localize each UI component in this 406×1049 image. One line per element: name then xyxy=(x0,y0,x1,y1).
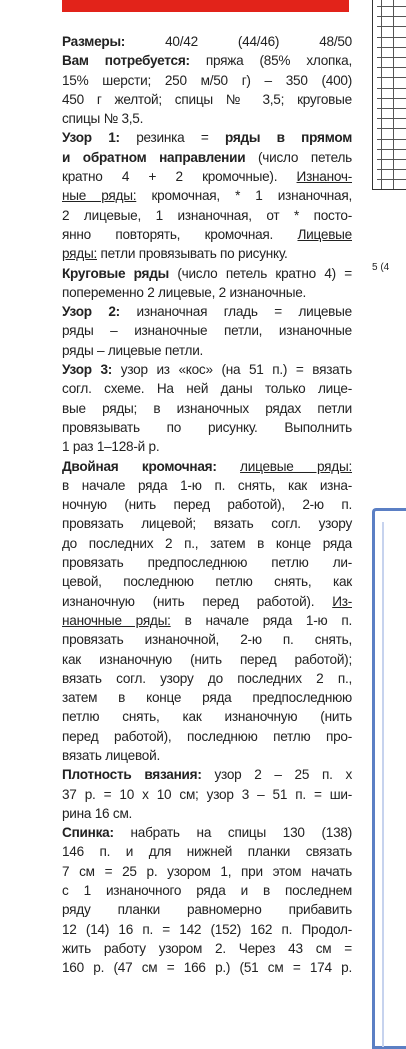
text-line xyxy=(62,128,352,147)
text-line xyxy=(62,939,352,958)
text-segment: 160 р. (47 см = 166 р.) (51 см = 174 р. xyxy=(62,960,352,976)
text-line xyxy=(62,572,352,591)
text-segment: кромочная, * 1 изнаночная, xyxy=(136,188,352,204)
text-segment: согл. схеме. На ней даны только лице- xyxy=(62,381,352,397)
text-line xyxy=(62,360,352,379)
text-segment: (число петель xyxy=(258,149,352,165)
text-line xyxy=(62,167,352,186)
size-label: 5 (4 xyxy=(372,262,390,273)
chart-grid-vline xyxy=(381,0,382,189)
text-segment: цевой, последнюю петлю снять, как xyxy=(62,574,352,590)
text-line xyxy=(62,90,352,109)
text-line xyxy=(62,341,352,360)
bold-term: и обратном направлении xyxy=(62,149,258,165)
text-segment: янно повторять, кромочная. xyxy=(62,226,298,242)
text-segment: кратно 4 + 2 кромочные). xyxy=(62,169,297,185)
text-segment: (число петель кратно 4) = xyxy=(177,265,352,281)
text-segment: с 1 изнаночного ряда и в последнем xyxy=(62,883,352,899)
bold-term: Узор 3: xyxy=(62,362,121,378)
header-accent-bar xyxy=(62,0,349,12)
text-segment: 2 лицевые, 1 изнаночная, от * посто- xyxy=(62,207,352,223)
text-segment: рина 16 см. xyxy=(62,805,133,821)
bold-term: ряды в прямом xyxy=(224,130,353,146)
text-line xyxy=(62,630,352,649)
text-segment: ряды – лицевые петли. xyxy=(62,342,204,358)
underlined-term: Лицевые xyxy=(297,226,352,242)
text-segment: 12 (14) 16 п. = 142 (152) 162 п. Продол- xyxy=(62,921,352,937)
text-segment: вязать лицевой. xyxy=(62,747,160,763)
text-segment: вые ряды; в изнаночных рядах петли xyxy=(62,400,352,416)
text-segment: 15% шерсти; 250 м/50 г) – 350 (400) xyxy=(62,72,352,88)
underlined-term: Изнаноч- xyxy=(296,169,352,185)
text-segment: набрать на спицы 130 (138) xyxy=(130,825,352,841)
text-line xyxy=(62,920,352,939)
text-line xyxy=(62,418,352,437)
text-line xyxy=(62,534,352,553)
text-segment: 37 р. = 10 х 10 см; узор 3 – 51 п. = ши- xyxy=(62,786,352,802)
text-line xyxy=(62,283,352,302)
text-line xyxy=(62,321,352,340)
bold-term: Плотность вязания: xyxy=(62,767,215,783)
underlined-term: ные ряды: xyxy=(62,188,137,204)
text-line xyxy=(62,379,352,398)
text-segment: петли провязывать по рисунку. xyxy=(97,246,288,262)
text-line xyxy=(62,206,352,225)
text-segment: петлю снять, как изнаночную (нить xyxy=(62,709,352,725)
chart-fragment xyxy=(372,0,406,190)
text-line xyxy=(62,244,352,263)
bold-term: Двойная кромочная: xyxy=(62,458,241,474)
text-line xyxy=(62,746,352,765)
text-line xyxy=(62,457,352,476)
text-line xyxy=(62,727,352,746)
pattern-instructions xyxy=(62,32,352,978)
side-panel-inner xyxy=(382,522,406,1047)
text-segment: 7 см = 25 р. узором 1, при этом начать xyxy=(62,863,352,879)
text-line xyxy=(62,592,352,611)
text-line xyxy=(62,862,352,881)
text-line xyxy=(62,399,352,418)
bold-term: Узор 1: xyxy=(62,130,137,146)
text-segment: затем в конце ряда предпоследнюю xyxy=(62,690,352,706)
text-line xyxy=(62,553,352,572)
text-segment: изнаночная гладь = лицевые xyxy=(136,304,352,320)
text-segment: как изнаночную (нить перед работой); xyxy=(62,651,352,667)
bold-term: Размеры: xyxy=(62,34,166,49)
underlined-term: ряды: xyxy=(62,246,97,262)
text-segment: пряжа (85% хлопка, xyxy=(205,53,352,69)
bold-term: Вам потребуется: xyxy=(62,53,206,69)
text-line xyxy=(62,51,352,70)
text-segment: вязать согл. узору до последних 2 п., xyxy=(62,670,352,686)
text-line xyxy=(62,225,352,244)
text-segment: 40/42 (44/46) 48/50 xyxy=(165,34,352,49)
text-segment: 450 г желтой; спицы № 3,5; круговые xyxy=(62,91,352,107)
text-line xyxy=(62,785,352,804)
text-segment: провязать лицевой; вязать согл. узору xyxy=(62,516,352,532)
text-line xyxy=(62,264,352,283)
text-segment: перед работой), последнюю петлю про- xyxy=(62,728,352,744)
bold-term: Круговые ряды xyxy=(62,265,178,281)
text-segment: провязать предпоследнюю петлю ли- xyxy=(62,555,352,571)
text-segment: в начале ряда 1-ю п. снять, как изна- xyxy=(62,477,352,493)
text-line xyxy=(62,611,352,630)
bold-term: Узор 2: xyxy=(62,304,137,320)
underlined-term: Из- xyxy=(332,593,352,609)
text-line xyxy=(62,437,352,456)
underlined-term: лицевые ряды: xyxy=(240,458,352,474)
text-segment: узор 2 – 25 п. х xyxy=(214,767,352,783)
text-line xyxy=(62,495,352,514)
chart-grid-vline xyxy=(393,0,394,189)
text-line xyxy=(62,823,352,842)
text-segment: жить работу узором 2. Через 43 см = xyxy=(62,940,352,956)
text-line xyxy=(62,148,352,167)
text-segment: ряду планки равномерно прибавить xyxy=(62,902,352,918)
text-line xyxy=(62,958,352,977)
text-segment: в начале ряда 1-ю п. xyxy=(170,612,352,628)
text-line xyxy=(62,707,352,726)
text-segment: изнаночную (нить перед работой). xyxy=(62,593,333,609)
text-line xyxy=(62,186,352,205)
text-line xyxy=(62,32,352,51)
text-line xyxy=(62,900,352,919)
text-line xyxy=(62,804,352,823)
text-line xyxy=(62,881,352,900)
text-segment: узор из «кос» (на 51 п.) = вязать xyxy=(120,362,352,378)
text-segment: попеременно 2 лицевые, 2 изнаночные. xyxy=(62,284,307,300)
text-segment: провязывать по рисунку. Выполнить xyxy=(62,419,352,435)
text-line xyxy=(62,514,352,533)
text-line xyxy=(62,688,352,707)
text-line xyxy=(62,765,352,784)
text-line xyxy=(62,669,352,688)
text-segment: провязать изнаночной, 2-ю п. снять, xyxy=(62,632,352,648)
underlined-term: наночные ряды: xyxy=(62,612,171,628)
text-segment: 1 раз 1–128-й р. xyxy=(62,439,160,455)
text-line xyxy=(62,109,352,128)
text-segment: ночную (нить перед работой), 2-ю п. xyxy=(62,497,352,513)
text-segment: резинка = xyxy=(136,130,225,146)
bold-term: Спинка: xyxy=(62,825,131,841)
text-line xyxy=(62,650,352,669)
text-segment: до последних 2 п., затем в конце ряда xyxy=(62,535,352,551)
text-line xyxy=(62,476,352,495)
text-line xyxy=(62,71,352,90)
text-segment: ряды – изнаночные петли, изнаночные xyxy=(62,323,352,339)
text-line xyxy=(62,302,352,321)
text-line xyxy=(62,842,352,861)
text-segment: спицы № 3,5. xyxy=(62,111,144,127)
text-segment: 146 п. и для нижней планки связать xyxy=(62,844,352,860)
